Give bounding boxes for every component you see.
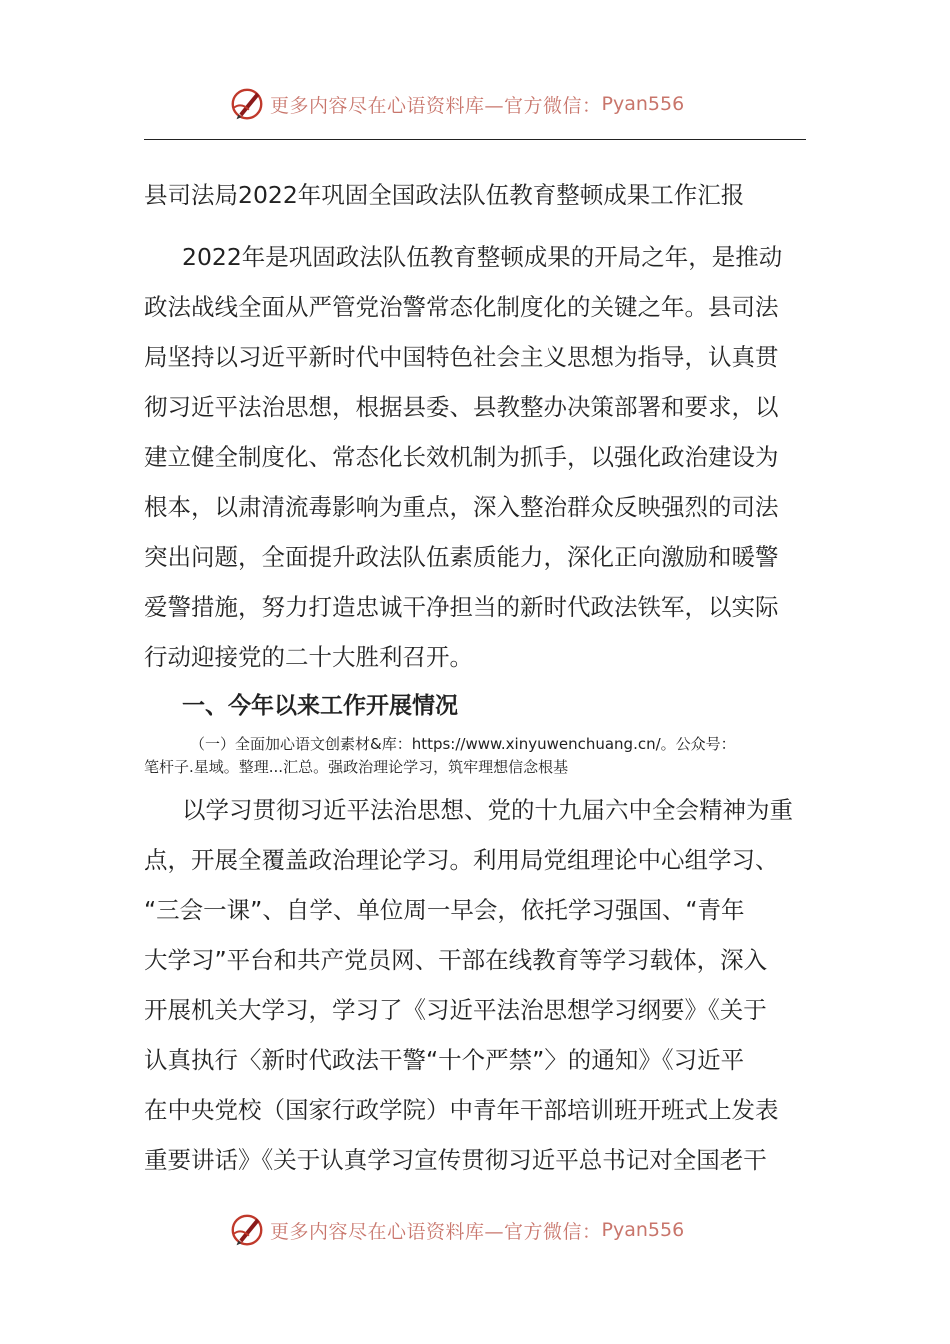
document-title: 县司法局2022年巩固全国政法队伍教育整顿成果工作汇报 — [144, 181, 745, 209]
footer-banner — [228, 1210, 684, 1250]
intro-line: 建立健全制度化、常态化长效机制为抓手，以强化政治建设为 — [144, 443, 779, 471]
subsection-line: （一）全面加心语文创素材&库：https://www.xinyuwenchuang.cn/。公众号： — [190, 735, 736, 753]
banner-wechat-id: Pyan556 — [601, 93, 685, 115]
pen-logo-icon — [228, 1211, 266, 1249]
intro-line: 突出问题，全面提升政法队伍素质能力，深化正向激励和暖警 — [144, 543, 779, 571]
intro-line: 政法战线全面从严管党治警常态化制度化的关键之年。县司法 — [144, 293, 779, 321]
intro-line: 2022年是巩固政法队伍教育整顿成果的开局之年，是推动 — [182, 243, 783, 271]
body-line: 认真执行〈新时代政法干警“十个严禁”〉的通知》《习近平 — [144, 1046, 745, 1074]
intro-line: 爱警措施，努力打造忠诚干净担当的新时代政法铁军，以实际 — [144, 593, 779, 621]
header-divider — [144, 139, 806, 140]
body-paragraph — [144, 785, 806, 1185]
pen-logo-icon — [228, 85, 266, 123]
body-line: “三会一课”、自学、单位周一早会，依托学习强国、“青年 — [144, 896, 745, 924]
intro-paragraph — [144, 232, 806, 682]
header-banner — [228, 84, 684, 124]
body-line: 开展机关大学习，学习了《习近平法治思想学习纲要》《关于 — [144, 996, 767, 1024]
subsection-line: 笔杆子.星域。整理...汇总。强政治理论学习，筑牢理想信念根基 — [144, 758, 569, 776]
body-line: 在中央党校（国家行政学院）中青年干部培训班开班式上发表 — [144, 1096, 779, 1124]
intro-line: 彻习近平法治思想，根据县委、县教整办决策部署和要求，以 — [144, 393, 779, 421]
body-line: 重要讲话》《关于认真学习宣传贯彻习近平总书记对全国老干 — [144, 1146, 767, 1174]
body-line: 以学习贯彻习近平法治思想、党的十九届六中全会精神为重 — [182, 796, 793, 824]
section-heading: 一、今年以来工作开展情况 — [182, 693, 458, 719]
body-line: 点，开展全覆盖政治理论学习。利用局党组理论中心组学习、 — [144, 846, 779, 874]
banner-text: 更多内容尽在心语资料库—官方微信： — [270, 94, 602, 117]
intro-line: 根本，以肃清流毒影响为重点，深入整治群众反映强烈的司法 — [144, 493, 779, 521]
banner-text: 更多内容尽在心语资料库—官方微信： — [270, 1220, 602, 1243]
intro-line: 局坚持以习近平新时代中国特色社会主义思想为指导，认真贯 — [144, 343, 779, 371]
intro-line: 行动迎接党的二十大胜利召开。 — [144, 643, 473, 671]
subsection-heading — [144, 733, 806, 779]
banner-wechat-id: Pyan556 — [601, 1219, 685, 1241]
body-line: 大学习”平台和共产党员网、干部在线教育等学习载体，深入 — [144, 946, 768, 974]
